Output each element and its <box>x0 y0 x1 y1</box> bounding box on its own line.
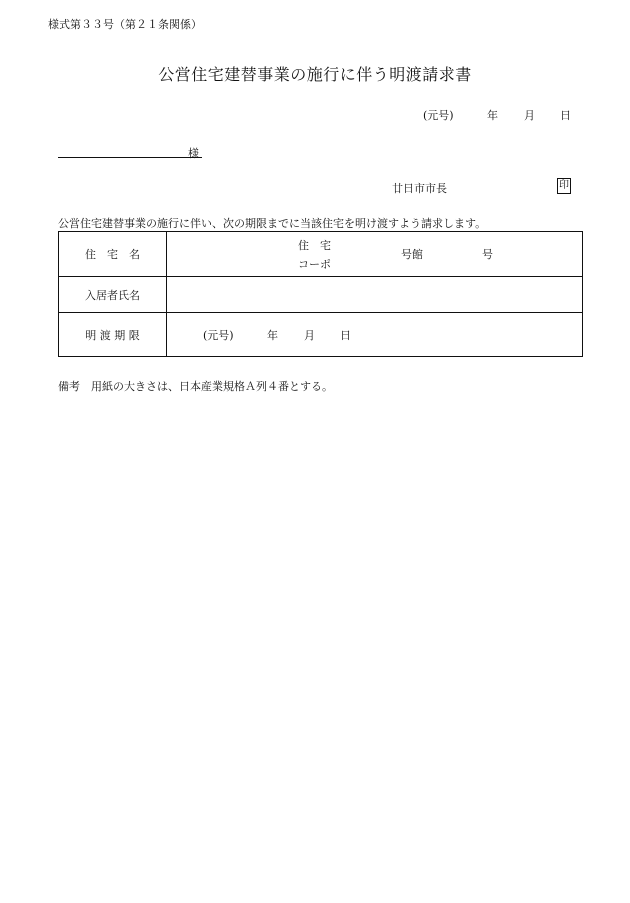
addressee-name-line <box>58 157 202 158</box>
housing-name-field[interactable] <box>167 232 583 277</box>
resident-name-label: 入居者氏名 <box>59 277 167 313</box>
unit-number-label: 号 <box>482 248 493 261</box>
table-row-resident <box>59 277 583 313</box>
housing-type-copo: コーポ <box>298 258 331 271</box>
deadline-day: 日 <box>340 329 351 342</box>
date-era: (元号) <box>423 109 454 122</box>
housing-type-jutaku: 住 宅 <box>298 239 331 252</box>
addressee-suffix: 様 <box>188 147 199 160</box>
page-title: 公営住宅建替事業の施行に伴う明渡請求書 <box>158 65 472 84</box>
deadline-year: 年 <box>267 329 278 342</box>
date-day: 日 <box>560 109 571 122</box>
deadline-field[interactable] <box>167 313 583 357</box>
date-month: 月 <box>524 109 535 122</box>
table-row-housing <box>59 232 583 277</box>
deadline-month: 月 <box>304 329 315 342</box>
resident-name-field[interactable] <box>167 277 583 313</box>
deadline-label: 明 渡 期 限 <box>59 313 167 357</box>
date-year: 年 <box>487 109 498 122</box>
remarks-note: 備考 用紙の大きさは、日本産業規格Ａ列４番とする。 <box>58 380 333 393</box>
table-row-deadline <box>59 313 583 357</box>
building-number-label: 号館 <box>401 248 423 261</box>
form-number: 様式第３３号（第２１条関係） <box>48 18 202 31</box>
issuer-name: 廿日市市長 <box>392 182 447 195</box>
deadline-era: (元号) <box>203 329 234 342</box>
request-table <box>58 231 583 357</box>
request-text: 公営住宅建替事業の施行に伴い、次の期限までに当該住宅を明け渡すよう請求します。 <box>58 217 487 230</box>
seal-box: 印 <box>557 178 571 194</box>
housing-name-label: 住 宅 名 <box>59 232 167 277</box>
